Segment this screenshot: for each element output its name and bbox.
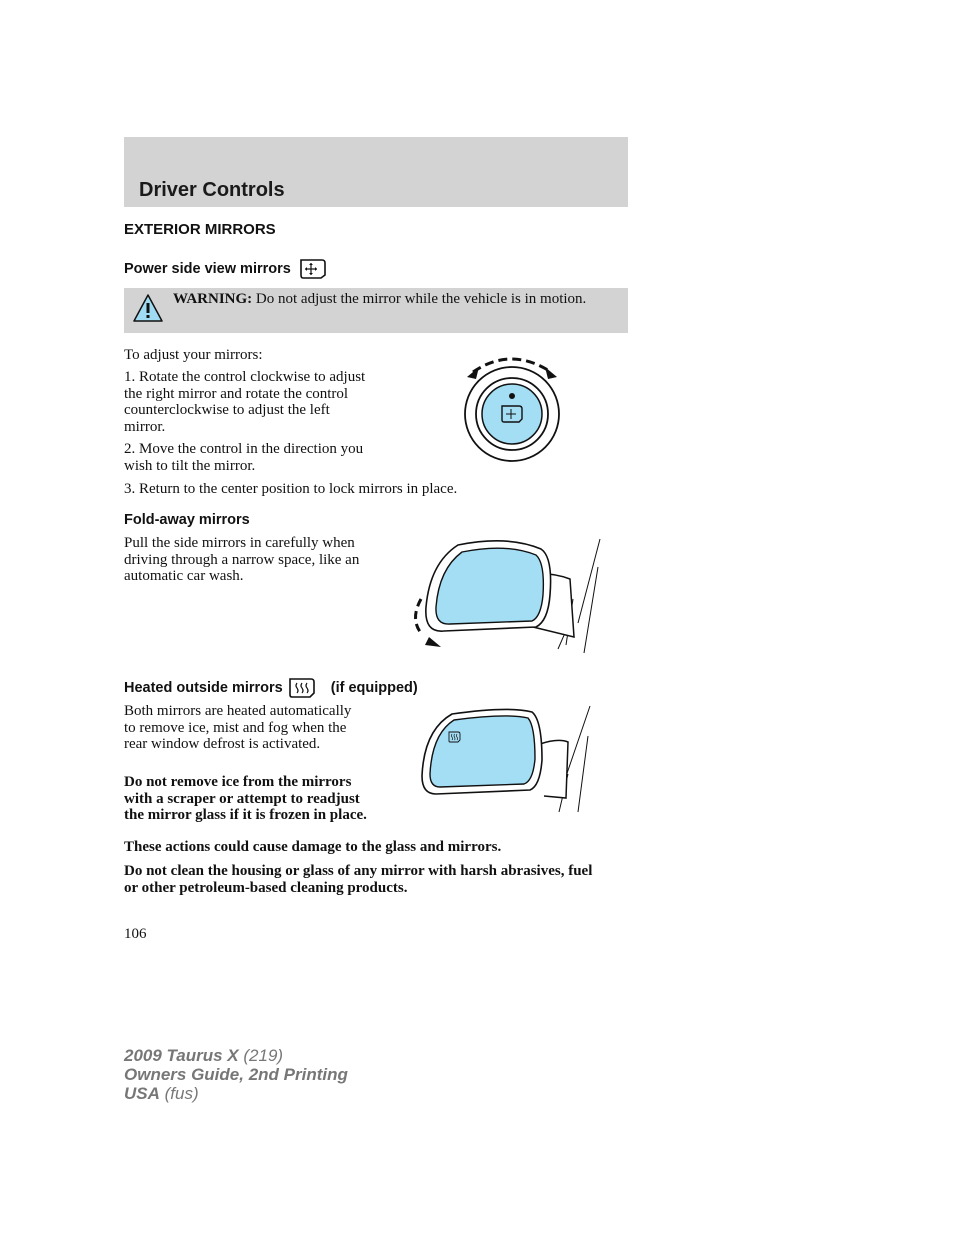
document-footer — [124, 1046, 348, 1103]
fold-away-text: Pull the side mirrors in carefully when driving through a narrow space, like an automatic car wash. — [124, 535, 360, 584]
fold-away-heading: Fold-away mirrors — [124, 512, 250, 528]
warning-label: WARNING: — [173, 291, 253, 307]
fold-away-mirror-figure — [408, 535, 608, 655]
warning-message: Do not adjust the mirror while the vehicle is in motion. — [255, 291, 587, 307]
mirror-control-knob-figure — [455, 348, 575, 468]
footer-market-code: (fus) — [164, 1084, 199, 1103]
defrost-icon — [288, 677, 316, 699]
adjust-intro: To adjust your mirrors: — [124, 347, 263, 363]
warning-triangle-icon — [132, 293, 164, 323]
power-mirrors-heading — [124, 258, 328, 280]
warning-text — [173, 291, 613, 308]
damage-warning: These actions could cause damage to the glass and mirrors. — [124, 839, 502, 855]
page-number: 106 — [124, 926, 147, 942]
heated-mirror-figure — [418, 704, 598, 816]
footer-line-2 — [124, 1065, 348, 1084]
footer-market: USA — [124, 1084, 160, 1103]
heated-mirrors-text: Both mirrors are heated automatically to remove ice, mist and fog when the rear window defrost is activated. — [124, 703, 352, 752]
footer-code: (219) — [243, 1046, 284, 1065]
heated-mirrors-title: Heated outside mirrors — [124, 680, 283, 696]
step-1: 1. Rotate the control clockwise to adjust the right mirror and rotate the control counterclockwise to adjust the left mirror. — [124, 369, 366, 435]
step-3: 3. Return to the center position to lock mirrors in place. — [124, 481, 458, 497]
mirror-control-icon — [298, 258, 328, 280]
ice-removal-warning: Do not remove ice from the mirrors with a scraper or attempt to readjust the mirror glass if it is frozen in place. — [124, 774, 367, 823]
footer-guide: Owners Guide, 2nd Printing — [124, 1065, 348, 1084]
warning-box — [124, 288, 628, 333]
cleaning-warning: Do not clean the housing or glass of any mirror with harsh abrasives, fuel or other petroleum-based cleaning products. — [124, 863, 593, 896]
heated-mirrors-heading — [124, 677, 418, 699]
footer-line-1 — [124, 1046, 348, 1065]
section-title: EXTERIOR MIRRORS — [124, 221, 276, 238]
footer-line-3 — [124, 1084, 348, 1103]
footer-model: 2009 Taurus X — [124, 1046, 239, 1065]
page-title: Driver Controls — [139, 179, 285, 201]
step-2: 2. Move the control in the direction you wish to tilt the mirror. — [124, 441, 364, 474]
section-header — [124, 137, 628, 207]
power-mirrors-title: Power side view mirrors — [124, 261, 291, 277]
heated-mirrors-suffix: (if equipped) — [330, 680, 418, 696]
